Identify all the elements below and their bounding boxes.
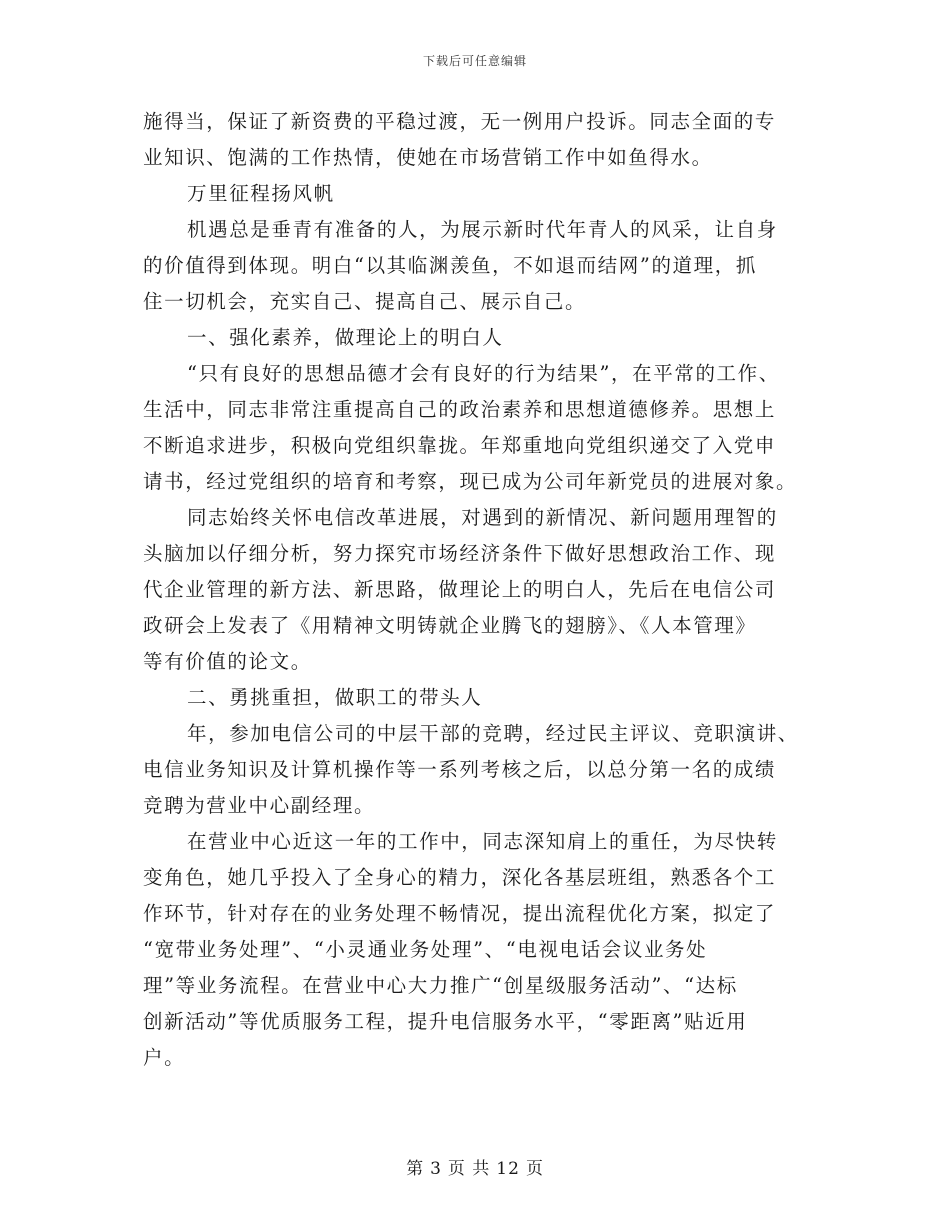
footer-prefix: 第 (406, 1159, 425, 1179)
footer-suffix: 页 (525, 1159, 544, 1179)
text-line: 同志始终关怀电信改革进展，对遇到的新情况、新问题用理智的 (187, 506, 778, 529)
text-line: 变角色，她几乎投入了全身心的精力，深化各基层班组，熟悉各个工 (143, 866, 777, 889)
text-line: 机遇总是垂青有准备的人，为展示新时代年青人的风采，让自身 (187, 218, 778, 241)
footer-total-pages: 12 (496, 1159, 520, 1179)
text-line: 电信业务知识及计算机操作等一系列考核之后，以总分第一名的成绩 (143, 758, 777, 781)
text-line: 施得当，保证了新资费的平稳过渡，无一例用户投诉。同志全面的专 (143, 110, 777, 133)
text-line: 的价值得到体现。明白“以其临渊羡鱼，不如退而结网”的道理，抓 (143, 254, 757, 277)
footer-current-page: 3 (430, 1159, 442, 1179)
text-line: 二、勇挑重担，做职工的带头人 (187, 686, 483, 709)
page-footer (0, 1154, 950, 1179)
text-line: 请书，经过党组织的培育和考察，现已成为公司年新党员的进展对象。 (143, 470, 798, 493)
page-header: 下载后可任意编辑 (422, 54, 527, 68)
text-line: 年，参加电信公司的中层干部的竞聘，经过民主评议、竞职演讲、 (187, 722, 799, 745)
text-line: 竞聘为营业中心副经理。 (143, 794, 376, 817)
text-line: “宽带业务处理”、“小灵通业务处理”、“电视电话会议业务处 (143, 938, 708, 961)
text-line: 创新活动”等优质服务工程，提升电信服务水平，“零距离”贴近用 (143, 1010, 748, 1033)
text-line: 在营业中心近这一年的工作中，同志深知肩上的重任，为尽快转 (187, 830, 778, 853)
text-line: 政研会上发表了《用精神文明铸就企业腾飞的翅膀》、《人本管理》 (143, 614, 757, 637)
text-line: 万里征程扬风帆 (187, 182, 335, 205)
text-line: 等有价值的论文。 (143, 650, 312, 673)
footer-middle: 页 共 (447, 1159, 491, 1179)
text-line: 一、强化素养，做理论上的明白人 (187, 326, 504, 349)
text-line: “只有良好的思想品德才会有良好的行为结果”，在平常的工作、 (187, 362, 780, 385)
text-line: 头脑加以仔细分析，努力探究市场经济条件下做好思想政治工作、现 (143, 542, 777, 565)
text-line: 业知识、饱满的工作热情，使她在市场营销工作中如鱼得水。 (143, 146, 713, 169)
document-body (143, 104, 813, 1076)
text-line: 不断追求进步，积极向党组织靠拢。年郑重地向党组织递交了入党申 (143, 434, 777, 457)
text-line: 作环节，针对存在的业务处理不畅情况，提出流程优化方案，拟定了 (143, 902, 777, 925)
text-line: 生活中，同志非常注重提高自己的政治素养和思想道德修养。思想上 (143, 398, 777, 421)
text-line: 户。 (143, 1046, 186, 1069)
text-line: 代企业管理的新方法、新思路，做理论上的明白人，先后在电信公司 (143, 578, 777, 601)
text-line: 理”等业务流程。在营业中心大力推广“创星级服务活动”、“达标 (143, 974, 738, 997)
text-line: 住一切机会，充实自己、提高自己、展示自己。 (143, 290, 587, 313)
